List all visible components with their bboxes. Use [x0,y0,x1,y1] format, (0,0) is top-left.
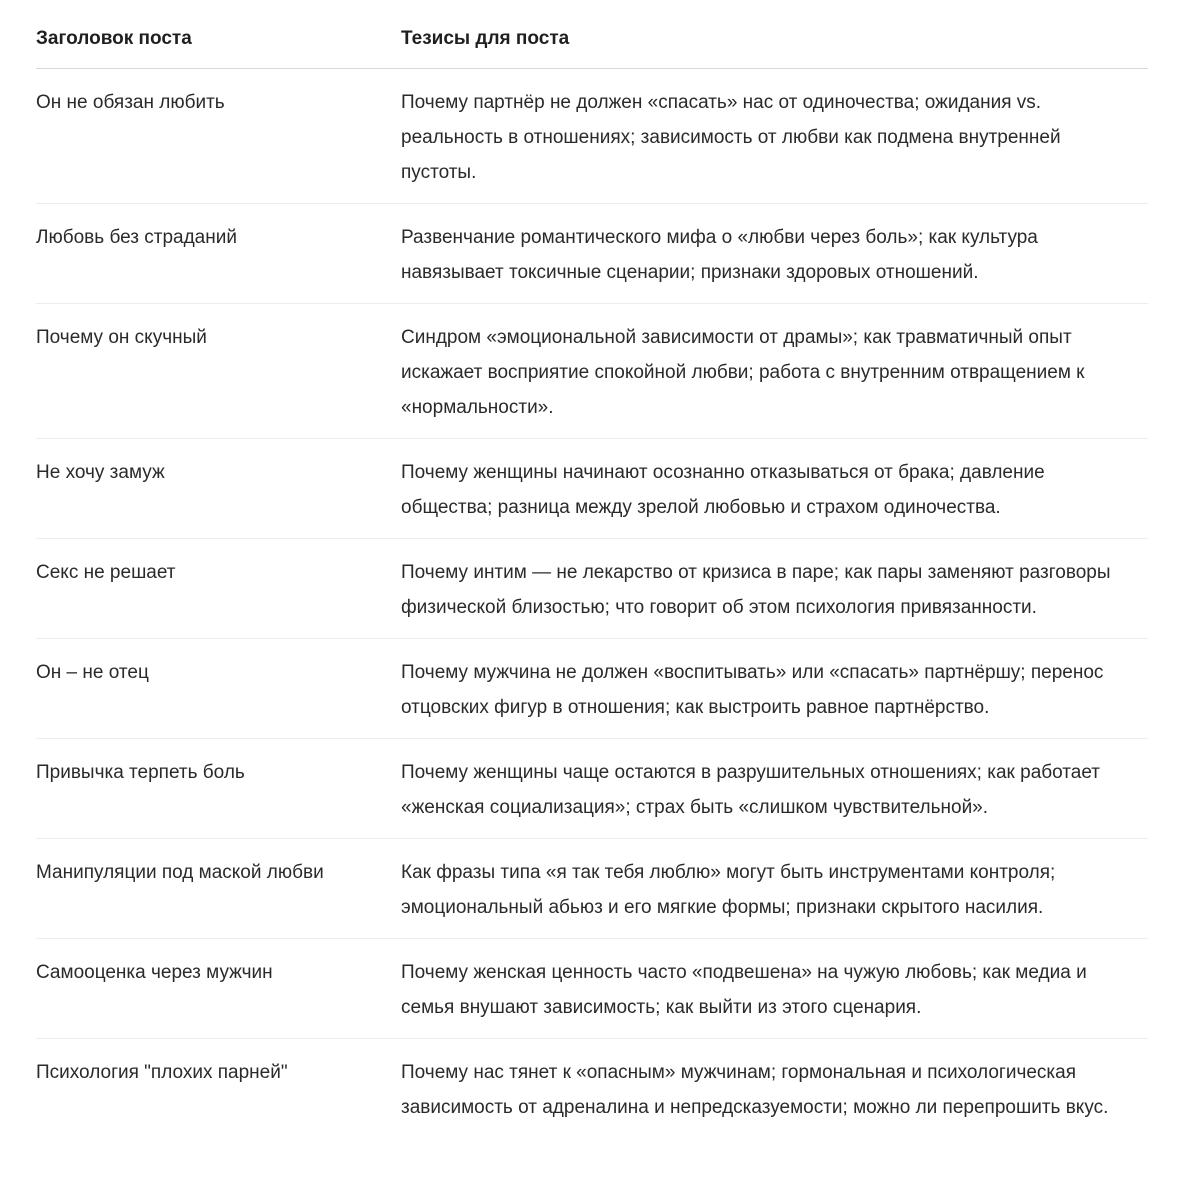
post-title-cell: Он – не отец [36,639,401,739]
post-title-cell: Психология "плохих парней" [36,1062,288,1083]
table-row [36,204,1148,304]
post-theses-cell: Почему женская ценность часто «подвешена» на чужую любовь; как медиа и семья внушают зависимость; как выйти из этого сценария. [401,939,1148,1039]
column-header-theses: Тезисы для поста [401,0,1148,69]
column-header-title: Заголовок поста [36,0,401,69]
post-title-cell: Не хочу замуж [36,439,401,539]
table-row [36,69,1148,204]
post-theses-cell: Развенчание романтического мифа о «любви через боль»; как культура навязывает токсичные сценарии; признаки здоровых отношений. [401,204,1148,304]
post-title-cell: Манипуляции под маской любви [36,839,401,939]
post-theses-cell: Почему женщины начинают осознанно отказываться от брака; давление общества; разница между зрелой любовью и страхом одиночества. [401,439,1148,539]
post-theses-cell: Как фразы типа «я так тебя люблю» могут быть инструментами контроля; эмоциональный абьюз и его мягкие формы; признаки скрытого насилия. [401,839,1148,939]
post-theses-cell: Почему нас тянет к «опасным» мужчинам; гормональная и психологическая зависимость от адреналина и непредсказуемости; можно ли перепрошить вкус. [401,1062,1109,1118]
post-theses-cell: Почему интим — не лекарство от кризиса в паре; как пары заменяют разговоры физической близостью; что говорит об этом психология привязанности. [401,539,1148,639]
post-title-cell: Любовь без страданий [36,204,401,304]
post-title-cell: Привычка терпеть боль [36,739,401,839]
posts-table-container [36,0,1148,1138]
posts-table [36,0,1148,1138]
table-row [36,439,1148,539]
post-theses-cell: Почему женщины чаще остаются в разрушительных отношениях; как работает «женская социализация»; страх быть «слишком чувствительной». [401,739,1148,839]
post-theses-cell: Почему мужчина не должен «воспитывать» или «спасать» партнёршу; перенос отцовских фигур в отношения; как выстроить равное партнёрство. [401,639,1148,739]
table-row [36,1039,1148,1139]
post-title-cell: Он не обязан любить [36,69,401,204]
table-body [36,69,1148,1139]
post-title-cell: Самооценка через мужчин [36,939,401,1039]
post-title-cell: Секс не решает [36,539,401,639]
table-row [36,939,1148,1039]
table-row [36,639,1148,739]
table-row [36,839,1148,939]
table-row [36,739,1148,839]
table-header [36,0,1148,69]
table-row [36,304,1148,439]
post-title-cell: Почему он скучный [36,304,401,439]
post-theses-cell: Синдром «эмоциональной зависимости от драмы»; как травматичный опыт искажает восприятие спокойной любви; работа с внутренним отвращением к «нормальности». [401,304,1148,439]
table-row [36,539,1148,639]
post-theses-cell: Почему партнёр не должен «спасать» нас от одиночества; ожидания vs. реальность в отношениях; зависимость от любви как подмена внутренней пустоты. [401,69,1148,204]
header-row [36,0,1148,69]
